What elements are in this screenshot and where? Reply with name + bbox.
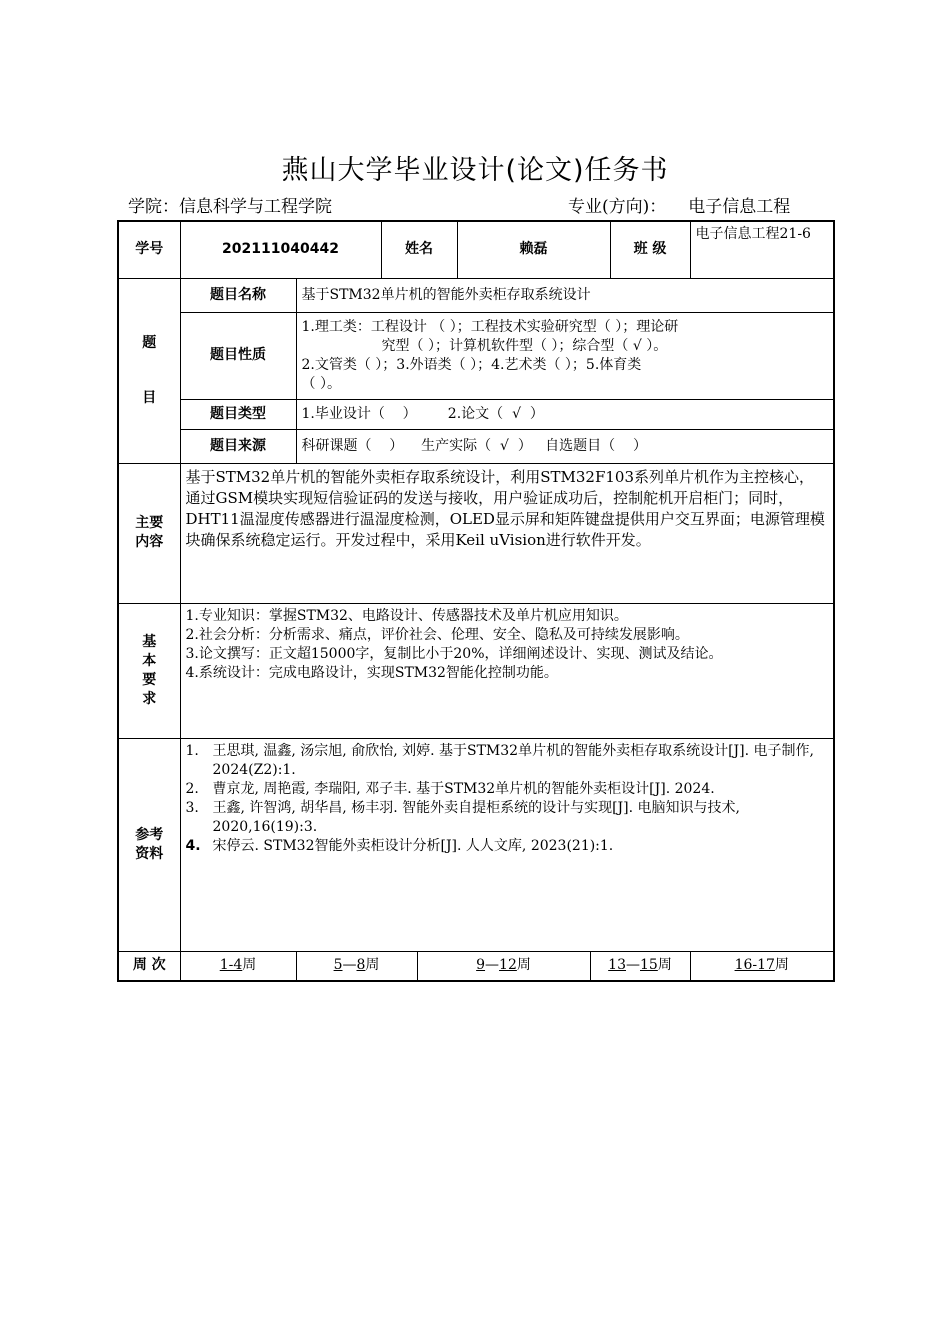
req-label-4: 求 (142, 690, 157, 707)
topic-label-2: 目 (142, 389, 157, 406)
week-5-8 (296, 951, 417, 981)
reference-num: 2. (185, 780, 199, 797)
nature-line-4: （ ）。 (301, 375, 341, 392)
references-list (180, 738, 834, 951)
week-16-17 (690, 951, 834, 981)
reference-text: 王思琪, 温鑫, 汤宗旭, 俞欣怡, 刘婷. 基于STM32单片机的智能外卖柜存取系统设计[J]. 电子制作, 2024(Z2):1. (212, 742, 814, 778)
reference-num: 1. (185, 742, 199, 759)
week-range: 1-4 (219, 957, 243, 974)
student-id-label: 学号 (118, 221, 180, 278)
nature-line-1: 1.理工类：工程设计 （ ）；工程技术实验研究型（ ）；理论研 (301, 318, 679, 335)
topic-nature-label: 题目性质 (180, 312, 296, 399)
weeks-label: 周 次 (118, 951, 180, 981)
week-end: 8 (356, 957, 366, 974)
topic-name-value: 基于STM32单片机的智能外卖柜存取系统设计 (296, 278, 834, 312)
req-label-1: 基 (142, 633, 157, 650)
class-value: 电子信息工程21-6 (690, 221, 834, 278)
requirement-item: 1.专业知识：掌握STM32、电路设计、传感器技术及单片机应用知识。 (185, 607, 628, 624)
topic-name-label: 题目名称 (180, 278, 296, 312)
req-label-2: 本 (142, 652, 157, 669)
requirements-row (118, 603, 834, 738)
week-sep: — (342, 957, 357, 974)
name-value: 赖磊 (457, 221, 610, 278)
week-13-15 (590, 951, 690, 981)
topic-label-1: 题 (142, 334, 157, 351)
topic-nature-row (118, 312, 834, 399)
major-label (568, 192, 790, 217)
reference-item (186, 799, 829, 837)
content-text: 基于STM32单片机的智能外卖柜存取系统设计，利用STM32F103系列单片机作为主控核心，通过GSM模块实现短信验证码的发送与接收，用户验证成功后，控制舵机开启柜门；同时，DHT11温湿度传感器进行温湿度检测，OLED显示屏和矩阵键盘提供用户交互界面；电源管理模块确保系统稳定运行。开发过程中，采用Keil uVision进行软件开发。 (180, 463, 834, 603)
reference-text: 宋停云. STM32智能外卖柜设计分析[J]. 人人文库, 2023(21):1. (212, 837, 614, 854)
requirements-label (118, 603, 180, 738)
reference-text: 王鑫, 许智鸿, 胡华昌, 杨丰羽. 智能外卖自提柜系统的设计与实现[J]. 电脑知识与技术, 2020,16(19):3. (212, 799, 740, 835)
task-form-table (117, 220, 835, 982)
class-label: 班 级 (610, 221, 690, 278)
college-label: 学院：信息科学与工程学院 (128, 197, 332, 217)
reference-num: 3. (185, 799, 199, 816)
topic-type-row (118, 399, 834, 429)
topic-source-row (118, 429, 834, 463)
week-unit: 周 (657, 957, 672, 974)
week-unit: 周 (516, 957, 531, 974)
week-unit: 周 (365, 957, 380, 974)
topic-type-label: 题目类型 (180, 399, 296, 429)
week-unit: 周 (774, 957, 789, 974)
topic-source-label: 题目来源 (180, 429, 296, 463)
week-start: 9 (476, 957, 486, 974)
week-end: 15 (640, 957, 658, 974)
week-unit: 周 (242, 957, 257, 974)
nature-line-2: 究型（ ）；计算机软件型（ ）；综合型（ √ ）。 (381, 337, 668, 354)
content-label (118, 463, 180, 603)
content-label-1: 主要 (135, 515, 164, 531)
ref-label-2: 资料 (135, 845, 164, 862)
week-9-12 (417, 951, 590, 981)
topic-section-label (118, 278, 180, 463)
weeks-row (118, 951, 834, 981)
week-sep: — (626, 957, 640, 974)
week-1-4 (180, 951, 296, 981)
week-sep: — (485, 957, 500, 974)
week-range: 16-17 (734, 957, 775, 974)
requirement-item: 3.论文撰写：正文超15000字，复制比小于20%，详细阐述设计、实现、测试及结论。 (185, 645, 723, 662)
reference-item (186, 742, 829, 780)
requirements-list (180, 603, 834, 738)
content-label-2: 内容 (135, 534, 164, 550)
content-row (118, 463, 834, 603)
name-label: 姓名 (381, 221, 457, 278)
topic-type-value: 1.毕业设计（ ） 2.论文（ √ ） (296, 399, 834, 429)
student-row (118, 221, 834, 278)
major-label-text: 专业(方向)： (568, 197, 667, 217)
week-start: 13 (608, 957, 626, 974)
topic-source-value: 科研课题（ ） 生产实际（ √ ） 自选题目（ ） (296, 429, 834, 463)
week-end: 12 (499, 957, 517, 974)
topic-nature-value (296, 312, 834, 399)
week-start: 5 (333, 957, 343, 974)
references-label (118, 738, 180, 951)
requirement-item: 4.系统设计：完成电路设计，实现STM32智能化控制功能。 (185, 664, 558, 681)
student-id-value: 202111040442 (180, 221, 381, 278)
topic-name-row (118, 278, 834, 312)
req-label-3: 要 (142, 671, 157, 688)
reference-num: 4. (185, 837, 201, 854)
reference-item (186, 837, 829, 856)
ref-label-1: 参考 (135, 826, 164, 843)
major-value: 电子信息工程 (688, 197, 791, 217)
nature-line-3: 2.文管类（ ）；3.外语类（ ）；4.艺术类（ ）；5.体育类 (301, 356, 642, 373)
reference-item (186, 780, 829, 799)
page-title: 燕山大学毕业设计(论文)任务书 (281, 155, 669, 186)
requirement-item: 2.社会分析：分析需求、痛点，评价社会、伦理、安全、隐私及可持续发展影响。 (185, 626, 689, 643)
references-row (118, 738, 834, 951)
reference-text: 曹京龙, 周艳霞, 李瑞阳, 邓子丰. 基于STM32单片机的智能外卖柜设计[J]. 2024. (212, 780, 715, 797)
